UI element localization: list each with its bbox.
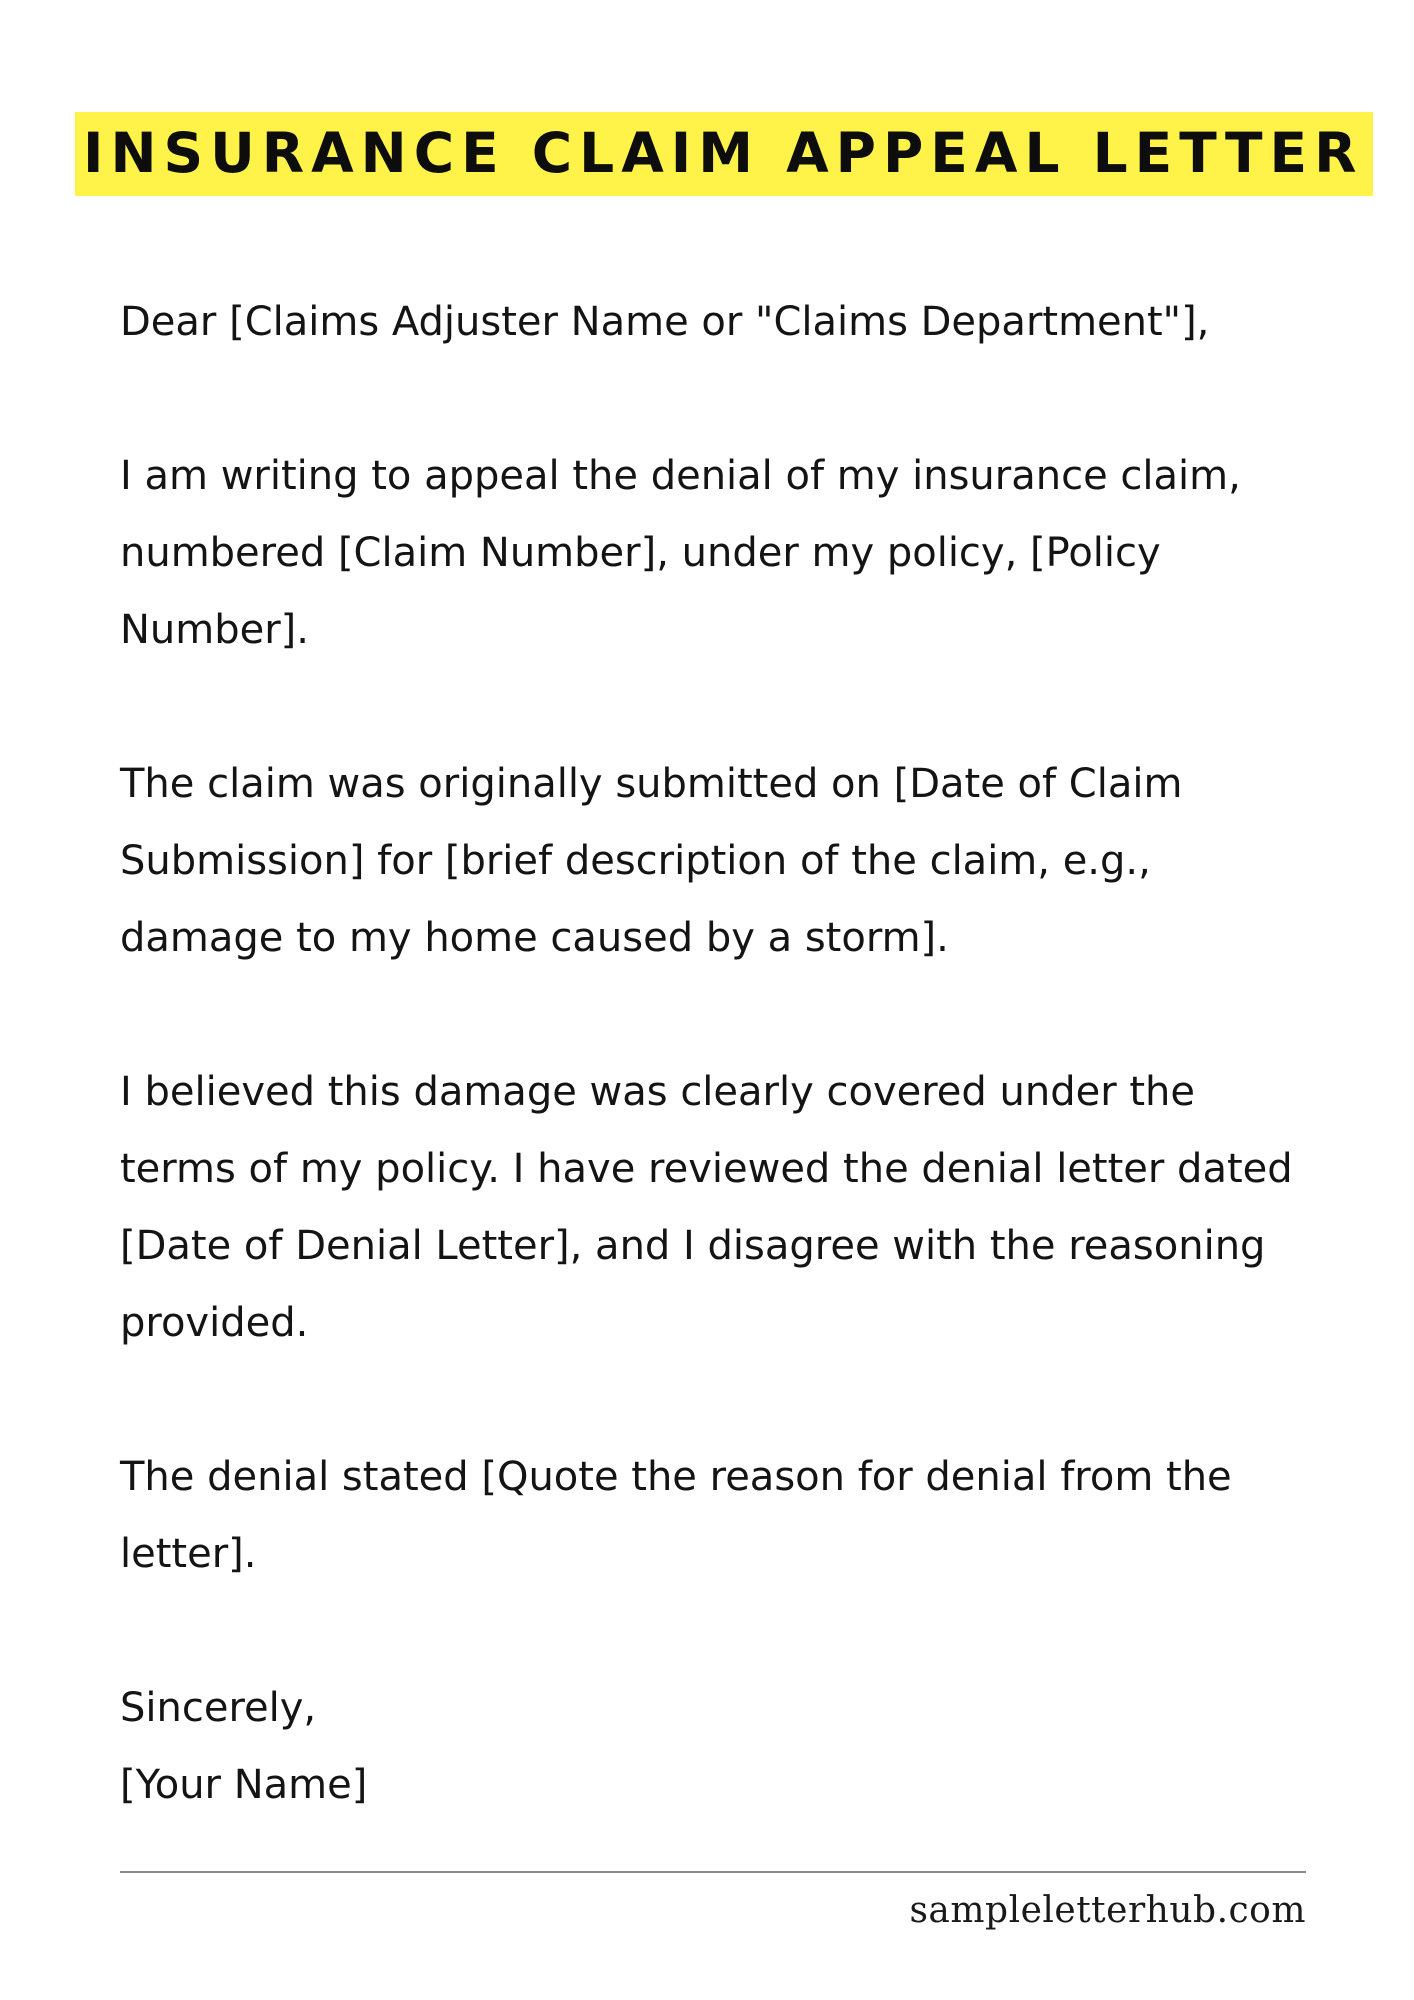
signature-name: [Your Name] xyxy=(120,1762,368,1808)
greeting: Dear [Claims Adjuster Name or "Claims Department"], xyxy=(120,299,1210,345)
paragraph-appeal-intro: I am writing to appeal the denial of my insurance claim, numbered [Claim Number], under my policy, [Policy Number]. xyxy=(120,453,1241,653)
paragraph-submission: The claim was originally submitted on [Date of Claim Submission] for [brief description of the claim, e.g., damage to my home caused by a storm]. xyxy=(120,761,1183,961)
closing: Sincerely, xyxy=(120,1685,317,1731)
footer-divider xyxy=(120,1871,1306,1873)
letter-title: INSURANCE CLAIM APPEAL LETTER xyxy=(75,112,1373,196)
title-container xyxy=(75,112,1373,196)
paragraph-coverage: I believed this damage was clearly covered under the terms of my policy. I have reviewed the denial letter dated [Date of Denial Letter], and I disagree with the reasoning provided. xyxy=(120,1069,1293,1346)
footer-website: sampleletterhub.com xyxy=(909,1890,1306,1931)
letter-body xyxy=(120,284,1320,1824)
paragraph-denial-reason: The denial stated [Quote the reason for denial from the letter]. xyxy=(120,1454,1232,1577)
